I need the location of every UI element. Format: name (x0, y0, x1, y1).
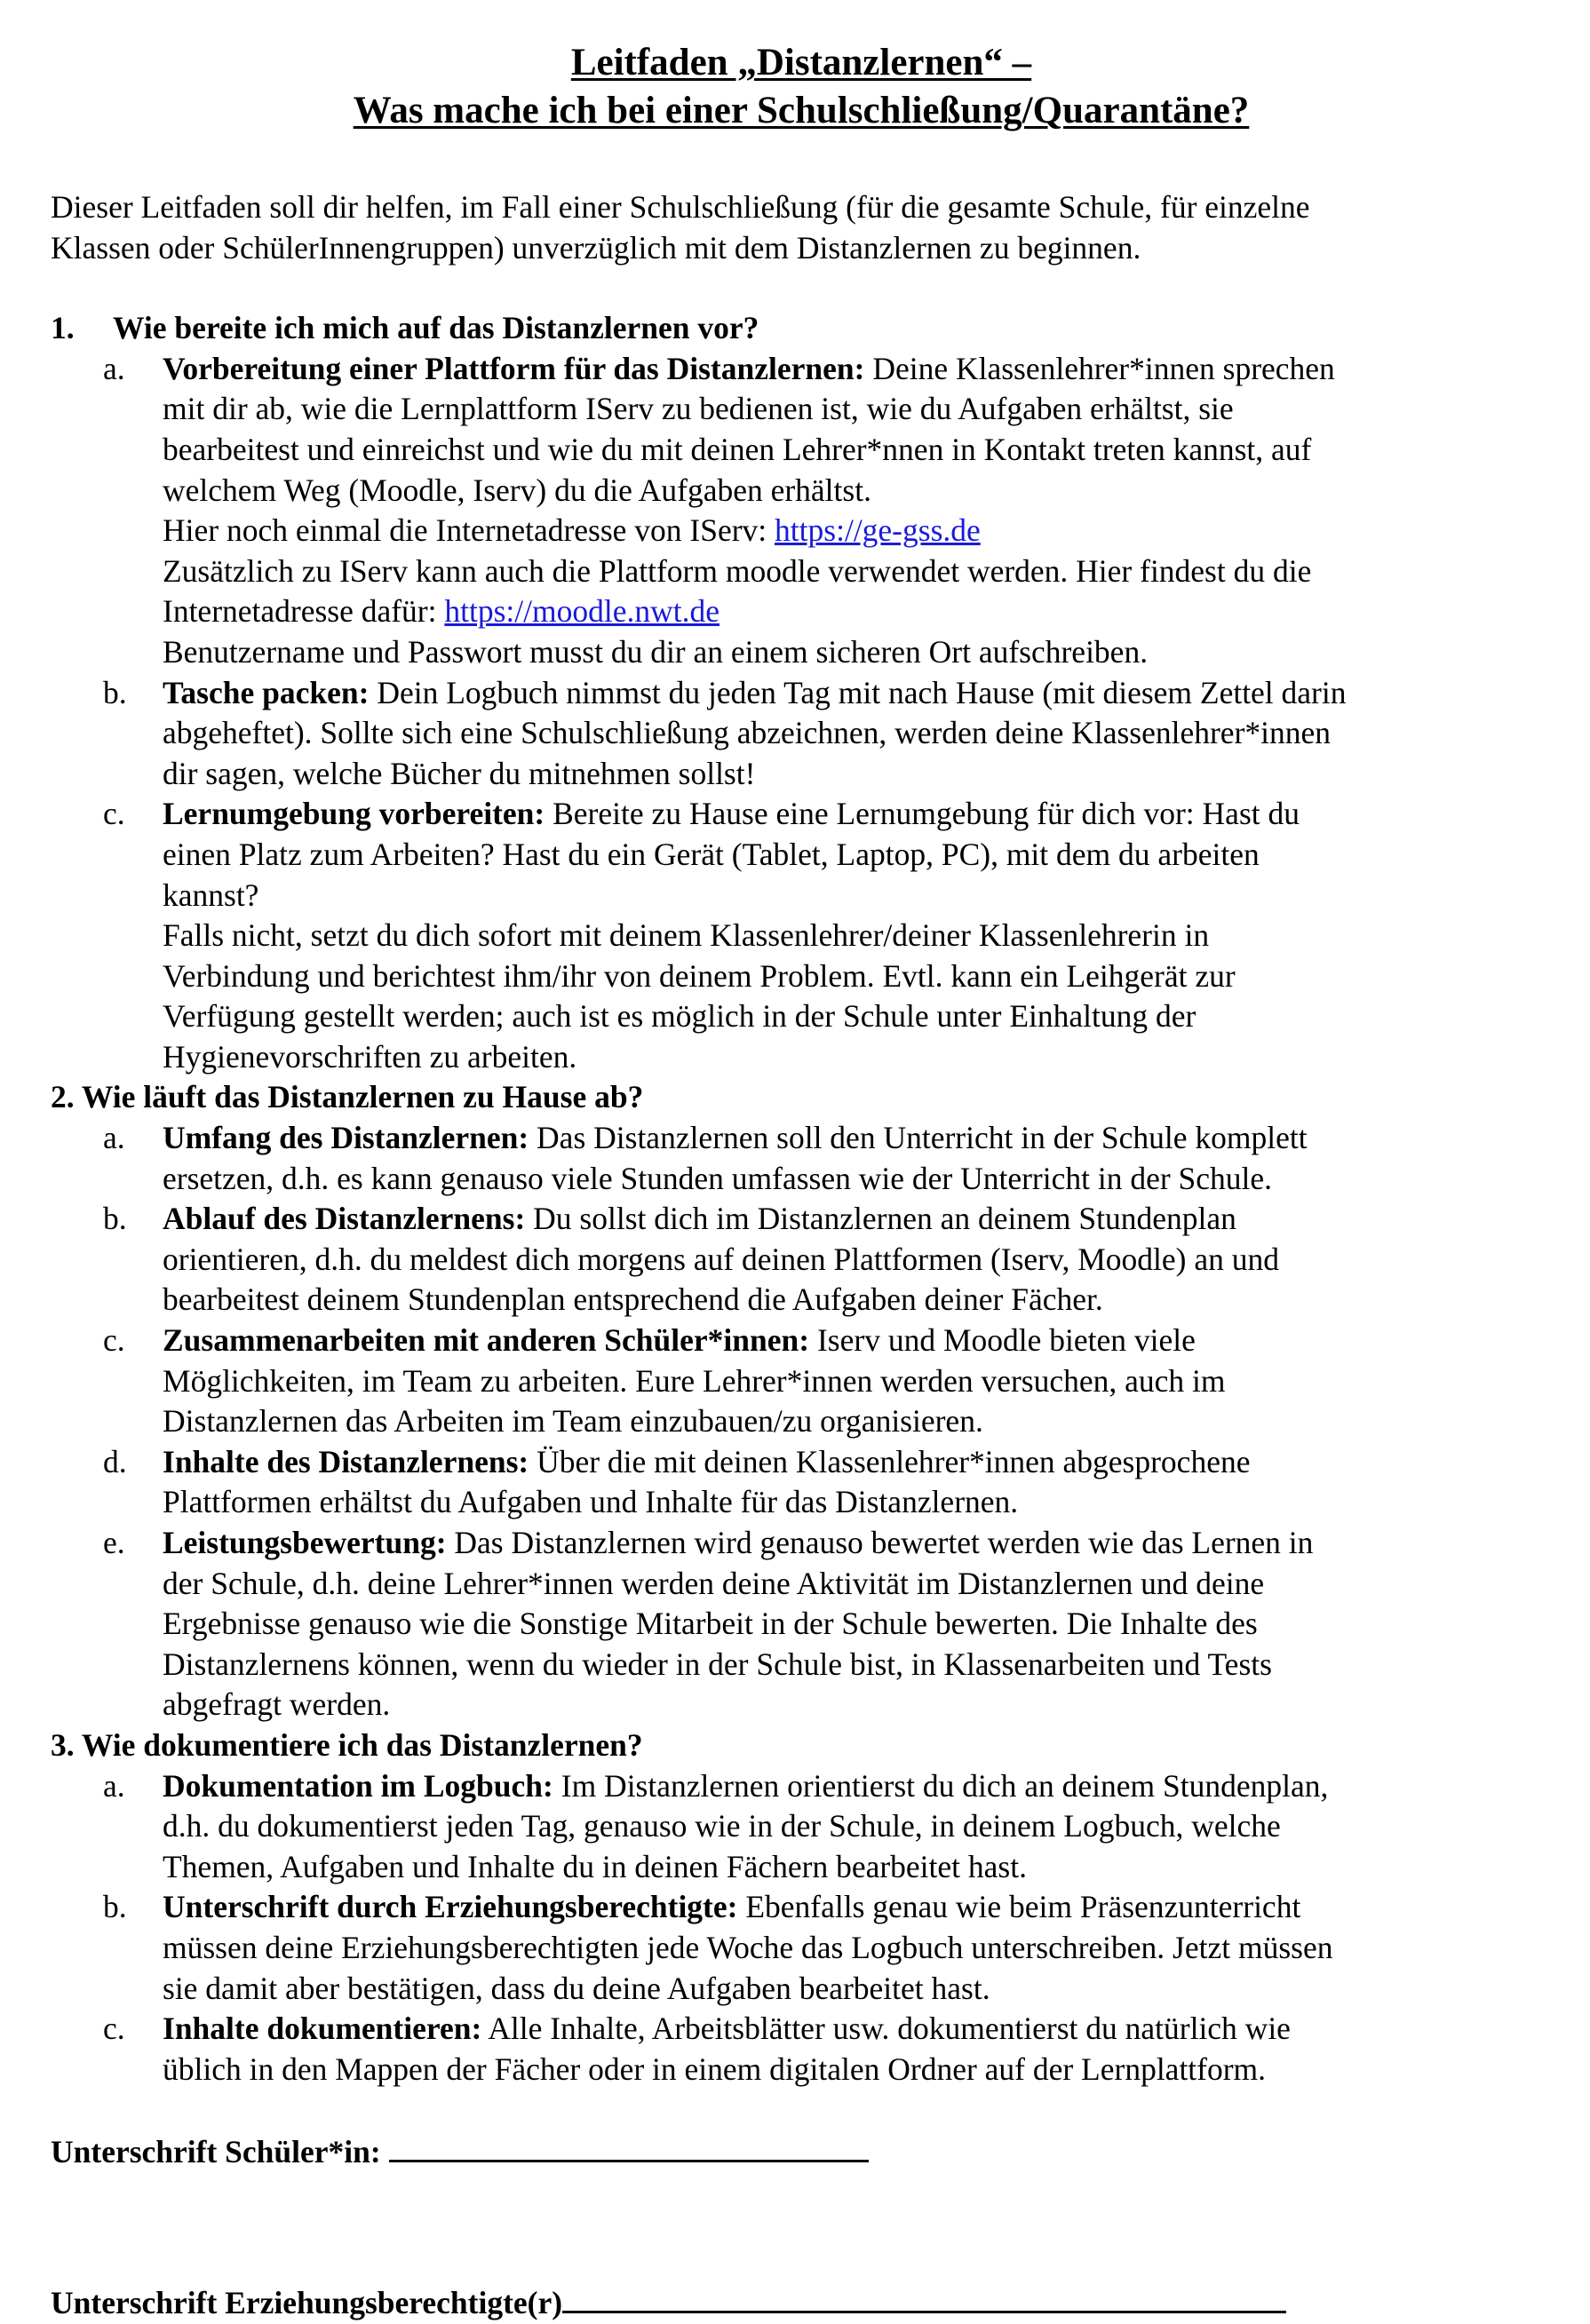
item-text: Über die mit deinen Klassenlehrer*innen abgesprochene (537, 1443, 1251, 1479)
list-item (51, 1523, 1552, 1725)
item-text: müssen deine Erziehungsberechtigten jede Woche das Logbuch unterschreiben. Jetzt müssen (163, 1929, 1333, 1965)
section-title: Wie läuft das Distanzlernen zu Hause ab? (81, 1079, 644, 1115)
list-item (51, 1887, 1552, 2009)
item-text: üblich in den Mappen der Fächer oder in einem digitalen Ordner auf der Lernplattform. (163, 2050, 1267, 2087)
document-title (51, 39, 1552, 135)
item-text: Alle Inhalte, Arbeitsblätter usw. dokumentierst du natürlich wie (488, 2011, 1291, 2047)
item-letter: b. (103, 1889, 127, 1925)
section-number: 2. (51, 1079, 75, 1115)
intro-paragraph (51, 187, 1552, 268)
item-text: Verbindung und berichtest ihm/ihr von deinem Problem. Evtl. kann ein Leihgerät zur (163, 957, 1236, 994)
item-text: einen Platz zum Arbeiten? Hast du ein Gerät (Tablet, Laptop, PC), mit dem du arbeiten (163, 836, 1260, 872)
item-text: mit dir ab, wie die Lernplattform IServ zu bedienen ist, wie du Aufgaben erhältst, sie (163, 391, 1234, 427)
item-letter: e. (103, 1525, 125, 1560)
item-letter: b. (103, 674, 127, 710)
item-letter: c. (103, 796, 125, 832)
section-number: 1. (51, 310, 75, 346)
student-signature-line[interactable] (389, 2133, 869, 2162)
item-text: Verfügung gestellt werden; auch ist es möglich in der Schule unter Einhaltung der (163, 998, 1196, 1035)
item-text: Distanzlernens können, wenn du wieder in der Schule bist, in Klassenarbeiten und Tests (163, 1646, 1272, 1682)
item-text: abgeheftet). Sollte sich eine Schulschließung abzeichnen, werden deine Klassenlehrer*innen (163, 715, 1331, 751)
item-text: Hier noch einmal die Internetadresse von IServ: (163, 512, 775, 549)
list-item (51, 1442, 1552, 1523)
list-item (51, 1766, 1552, 1888)
item-text: Themen, Aufgaben und Inhalte du in deinen Fächern bearbeitet hast. (163, 1848, 1027, 1884)
item-label: Tasche packen: (163, 674, 370, 710)
section-number: 3. (51, 1726, 75, 1763)
item-label: Zusammenarbeiten mit anderen Schüler*innen: (163, 1322, 810, 1359)
item-label: Vorbereitung einer Plattform für das Distanzlernen: (163, 350, 865, 386)
item-label: Dokumentation im Logbuch: (163, 1767, 553, 1804)
item-letter: a. (103, 350, 125, 386)
item-text: bearbeitest deinem Stundenplan entsprechend die Aufgaben deiner Fächer. (163, 1281, 1103, 1318)
item-label: Inhalte des Distanzlernens: (163, 1443, 529, 1479)
item-letter: c. (103, 2011, 125, 2047)
intro-line: Klassen oder SchülerInnengruppen) unverzüglich mit dem Distanzlernen zu beginnen. (51, 229, 1141, 266)
item-text: Möglichkeiten, im Team zu arbeiten. Eure Lehrer*innen werden versuchen, auch im (163, 1362, 1226, 1399)
item-text: sie damit aber bestätigen, dass du deine Aufgaben bearbeitet hast. (163, 1970, 990, 2006)
section-title: Wie bereite ich mich auf das Distanzlernen vor? (113, 310, 759, 346)
item-text: orientieren, d.h. du meldest dich morgens auf deinen Plattformen (Iserv, Moodle) an und (163, 1241, 1279, 1277)
item-label: Ablauf des Distanzlernens: (163, 1201, 526, 1237)
list-item (51, 1321, 1552, 1442)
section-2-heading (51, 1077, 1552, 1118)
item-text: bearbeitest und einreichst und wie du mit deinen Lehrer*nnen in Kontakt treten kannst, auf (163, 431, 1312, 467)
item-letter: c. (103, 1322, 125, 1359)
guardian-signature-label: Unterschrift Erziehungsberechtigte(r) (51, 2284, 563, 2320)
item-text: Dein Logbuch nimmst du jeden Tag mit nach Hause (mit diesem Zettel darin (377, 674, 1347, 710)
item-label: Inhalte dokumentieren: (163, 2011, 482, 2047)
item-text: Internetadresse dafür: (163, 593, 445, 630)
item-text: Bereite zu Hause eine Lernumgebung für dich vor: Hast du (553, 796, 1300, 832)
item-text: Ergebnisse genauso wie die Sonstige Mitarbeit in der Schule bewerten. Die Inhalte des (163, 1606, 1258, 1642)
student-signature-label: Unterschrift Schüler*in: (51, 2134, 381, 2170)
item-letter: d. (103, 1443, 127, 1479)
item-text: welchem Weg (Moodle, Iserv) du die Aufgaben erhältst. (163, 472, 871, 508)
item-text: dir sagen, welche Bücher du mitnehmen sollst! (163, 755, 756, 791)
item-text: Das Distanzlernen soll den Unterricht in der Schule komplett (537, 1120, 1308, 1156)
list-item (51, 673, 1552, 795)
item-text: Im Distanzlernen orientierst du dich an deinem Stundenplan, (560, 1767, 1329, 1804)
list-item (51, 794, 1552, 1077)
list-item (51, 349, 1552, 673)
item-text: Du sollst dich im Distanzlernen an deinem Stundenplan (533, 1201, 1236, 1237)
moodle-link[interactable]: https://moodle.nwt.de (444, 593, 719, 630)
list-item (51, 2009, 1552, 2090)
item-letter: b. (103, 1201, 127, 1237)
iserv-link[interactable]: https://ge-gss.de (775, 512, 981, 549)
item-text: kannst? (163, 876, 259, 913)
item-text: Falls nicht, setzt du dich sofort mit deinem Klassenlehrer/deiner Klassenlehrerin in (163, 917, 1210, 954)
item-text: der Schule, d.h. deine Lehrer*innen werden deine Aktivität im Distanzlernen und deine (163, 1565, 1265, 1601)
student-signature-row (51, 2132, 1552, 2173)
item-label: Umfang des Distanzlernen: (163, 1120, 529, 1156)
item-text: d.h. du dokumentierst jeden Tag, genauso wie in der Schule, in deinem Logbuch, welche (163, 1808, 1281, 1844)
item-text: Distanzlernen das Arbeiten im Team einzubauen/zu organisieren. (163, 1403, 983, 1440)
item-text: Deine Klassenlehrer*innen sprechen (872, 350, 1335, 386)
item-text: ersetzen, d.h. es kann genauso viele Stunden umfassen wie der Unterricht in der Schule. (163, 1160, 1273, 1196)
item-letter: a. (103, 1120, 125, 1156)
list-item (51, 1118, 1552, 1199)
item-text: Iserv und Moodle bieten viele (816, 1322, 1196, 1359)
section-1-heading (51, 308, 1552, 349)
item-text: abgefragt werden. (163, 1686, 391, 1723)
item-label: Leistungsbewertung: (163, 1525, 447, 1560)
title-line-1: Leitfaden „Distanzlernen“ – (570, 42, 1032, 83)
intro-line: Dieser Leitfaden soll dir helfen, im Fall einer Schulschließung (für die gesamte Schule, für einzelne (51, 189, 1310, 225)
section-title: Wie dokumentiere ich das Distanzlernen? (81, 1726, 643, 1763)
item-text: Ebenfalls genau wie beim Präsenzunterricht (745, 1889, 1301, 1925)
section-3-heading (51, 1725, 1552, 1766)
item-text: Plattformen erhältst du Aufgaben und Inhalte für das Distanzlernen. (163, 1484, 1019, 1520)
guardian-signature-line[interactable] (562, 2284, 1286, 2313)
item-letter: a. (103, 1767, 125, 1804)
list-item (51, 1199, 1552, 1321)
item-text: Das Distanzlernen wird genauso bewertet werden wie das Lernen in (454, 1525, 1314, 1560)
item-text: Hygienevorschriften zu arbeiten. (163, 1038, 577, 1075)
item-text: Benutzername und Passwort musst du dir an einem sicheren Ort aufschreiben. (163, 633, 1149, 670)
item-label: Lernumgebung vorbereiten: (163, 796, 545, 832)
guardian-signature-row (51, 2283, 1552, 2324)
item-text: Zusätzlich zu IServ kann auch die Plattform moodle verwendet werden. Hier findest du die (163, 552, 1312, 589)
document-page (51, 39, 1552, 2324)
item-label: Unterschrift durch Erziehungsberechtigte: (163, 1889, 738, 1925)
title-line-2: Was mache ich bei einer Schulschließung/Quarantäne? (353, 90, 1250, 131)
